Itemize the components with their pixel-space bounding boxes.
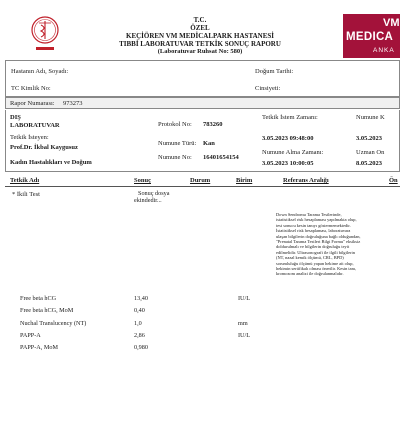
row-result-nt: 1,0 [134,320,142,327]
protocol-value: 783260 [203,121,223,128]
row-name-free-beta-hcg-mom: Free beta hCG, MoM [20,307,74,314]
row-unit-free-beta-hcg: IU/L [238,295,251,302]
row-name-papp-a: PAPP-A [20,332,41,339]
sample-no-value: 16401654154 [203,154,239,161]
main-test-result-line1: Sonuç dosya [138,190,170,197]
lab-type-line2: LABORATUVAR [10,122,60,129]
logo-ankara-text: ANKA [373,47,395,54]
note-line: "Prenatal Tarama Testleri Bilgi Formu" eksiksiz [276,239,361,245]
row-result-papp-a: 2,86 [134,332,145,339]
patient-name-label: Hastanın Adı, Soyadı: [11,68,69,75]
sample-no-label: Numune No: [158,154,192,161]
main-test-name: * İkili Test [12,191,40,198]
screening-notes [276,212,361,277]
note-line: doldurulmalı ve bilgilerin doğruluğu teyit [276,244,350,250]
approve-time-value: 8.05.2023 [356,160,382,167]
collect-time-label: Numune Alma Zamanı: [262,149,324,156]
accept-time-value: 3.05.2023 [356,135,382,142]
note-line: istatistiksel risk hesaplaması yapılmakta olup, [276,217,357,223]
patient-info-box [5,60,400,97]
tc-label: TC Kimlik No: [11,85,51,92]
sample-type-value: Kan [203,140,215,147]
header-private: ÖZEL [190,24,210,32]
department-name: Kadın Hastalıkları ve Doğum [10,159,92,166]
doctor-name: Prof.Dr. İkbal Kaygusuz [10,144,78,151]
header-hospital-name: KEÇİÖREN VM MEDİCALPARK HASTANESİ [126,32,274,40]
col-header-test: Tetkik Adı [10,177,40,184]
col-header-unit: Birim [236,177,253,184]
row-result-free-beta-hcg-mom: 0,40 [134,307,145,314]
note-line: edilmelidir. Ultrasonografi ile ilgili bilgilerin [276,249,355,255]
note-line: sorumluluğu ölçümü yapan hekime ait olup, [276,260,354,266]
note-line: kromozom analizi ile doğrulanmalıdır. [276,271,344,277]
dob-label: Doğum Tarihi: [255,68,294,75]
note-line: Down Sendromu Tarama Testlerinde, [276,212,342,217]
note-line: (NT, nazal kemik ölçümü, CRL, BPD) [276,255,344,261]
logo-vm-text: VM [383,17,400,29]
medicalpark-logo [343,14,400,58]
header-report-title: TIBBİ LABORATUVAR TETKİK SONUÇ RAPORU [119,40,281,48]
protocol-label: Protokol No: [158,121,192,128]
report-number-value: 973273 [63,100,83,107]
row-result-papp-a-mom: 0,980 [134,344,148,351]
collect-time-value: 3.05.2023 10:00:05 [262,160,314,167]
col-header-reference: Referans Aralığı [283,177,329,184]
row-unit-nt: mm [238,320,248,327]
note-line: hekimin sertifikalı olması önerilir. Kesin tanı, [276,266,357,272]
accept-label: Numune K [356,114,385,121]
approver-label: Uzman On [356,149,385,156]
request-time-label: Tetkik İstem Zamanı: [262,114,318,121]
lab-type-line1: DIŞ [10,114,21,121]
col-header-status: Durum [190,177,211,184]
gender-label: Cinsiyeti: [255,85,281,92]
report-number-label: Rapor Numarası: [10,100,55,107]
requester-label: Tetkik İsteyen: [10,134,49,141]
row-name-free-beta-hcg: Free beta hCG [20,295,57,302]
note-line: test sonucu kesin tanıyı göstermemektedir. [276,222,351,228]
col-header-result: Sonuç [134,177,151,184]
note-line: İstatistiksel risk hesaplaması, laboratuvara [276,228,351,234]
logo-medica-text: MEDICA [346,31,394,43]
table-header-divider [5,186,400,187]
header-tc: T.C. [193,16,207,24]
row-result-free-beta-hcg: 13,40 [134,295,148,302]
request-time-value: 3.05.2023 09:48:00 [262,135,314,142]
row-unit-papp-a: IU/L [238,332,251,339]
main-test-result-line2: ekindedir... [134,197,162,204]
row-name-papp-a-mom: PAPP-A, MoM [20,344,58,351]
header-license: (Laboratuvar Ruhsat No: 580) [157,48,243,55]
sample-type-label: Numune Türü: [158,140,197,147]
row-name-nt: Nuchal Translucency (NT) [20,320,87,327]
col-header-prev: Ön [389,177,398,184]
note-line: ulaşan bilgilerin doğruluğuna bağlı olduğundan, [276,233,361,239]
